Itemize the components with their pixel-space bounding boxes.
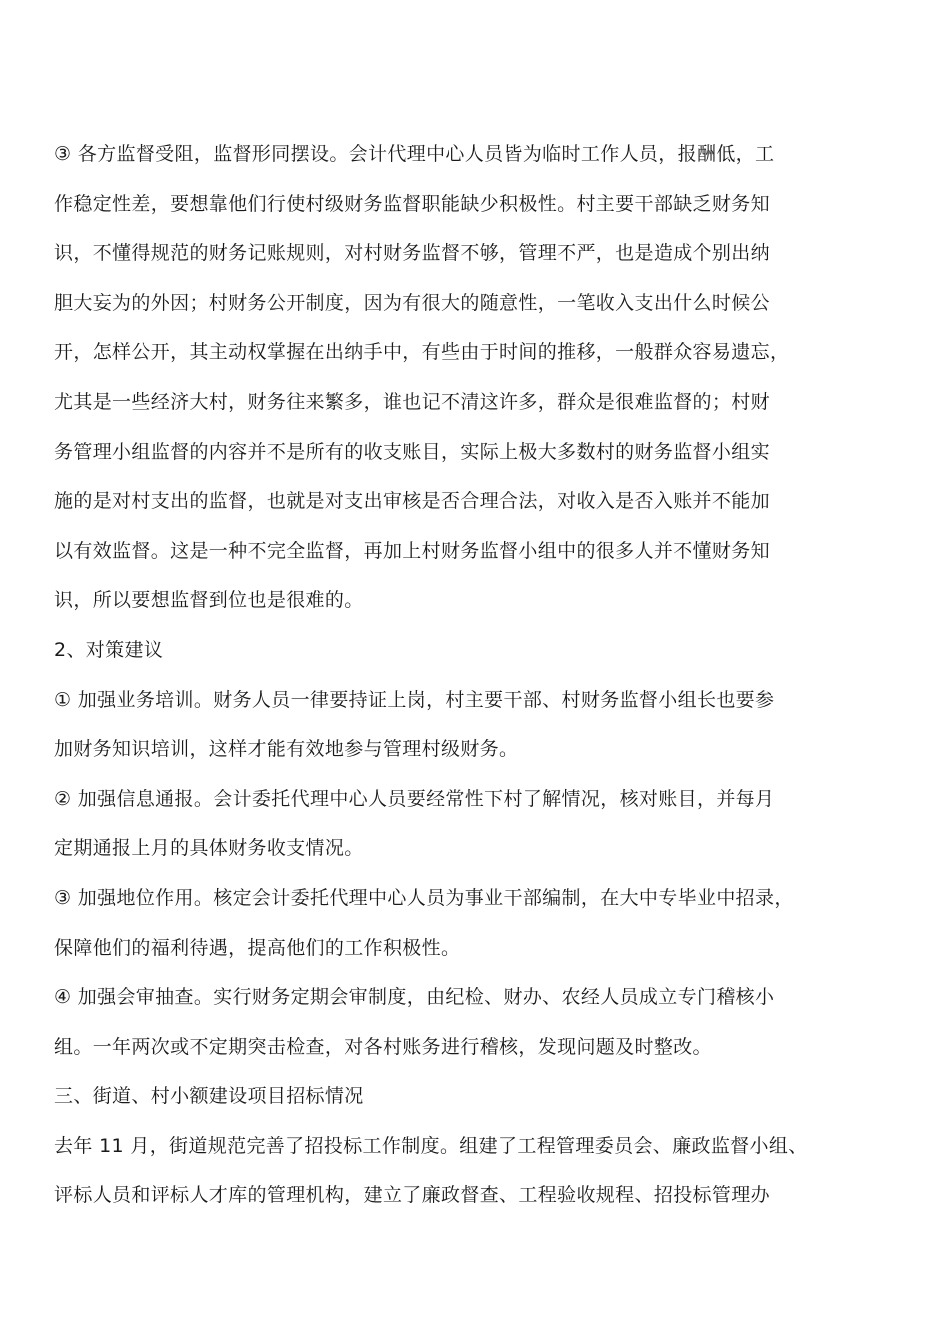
paragraph-line: ② 加强信息通报。会计委托代理中心人员要经常性下村了解情况，核对账目，并每月	[54, 787, 775, 810]
paragraph-line: 去年 11 月，街道规范完善了招投标工作制度。组建了工程管理委员会、廉政监督小组、	[54, 1134, 808, 1157]
paragraph-line: ① 加强业务培训。财务人员一律要持证上岗，村主要干部、村财务监督小组长也要参	[54, 688, 775, 711]
paragraph-line: 作稳定性差，要想靠他们行使村级财务监督职能缺少积极性。村主要干部缺乏财务知	[54, 192, 770, 215]
paragraph-line: ③ 各方监督受阻，监督形同摆设。会计代理中心人员皆为临时工作人员，报酬低，工	[54, 143, 775, 165]
paragraph-line: 识，所以要想监督到位也是很难的。	[54, 589, 364, 612]
paragraph-line: 以有效监督。这是一种不完全监督，再加上村财务监督小组中的很多人并不懂财务知	[54, 539, 770, 562]
section-heading: 三、街道、村小额建设项目招标情况	[54, 1085, 364, 1108]
section-heading: 2、对策建议	[54, 638, 164, 661]
paragraph-line: 尤其是一些经济大村，财务往来繁多，谁也记不清这许多，群众是很难监督的；村财	[54, 390, 770, 413]
document-body	[54, 130, 916, 1221]
paragraph-line: ③ 加强地位作用。核定会计委托代理中心人员为事业干部编制，在大中专毕业中招录，	[54, 886, 794, 909]
paragraph-line: 定期通报上月的具体财务收支情况。	[54, 837, 364, 860]
paragraph-line: 识，不懂得规范的财务记账规则，对村财务监督不够，管理不严，也是造成个别出纳	[54, 242, 770, 265]
paragraph-line: 加财务知识培训，这样才能有效地参与管理村级财务。	[54, 738, 519, 761]
paragraph-line: 保障他们的福利待遇，提高他们的工作积极性。	[54, 936, 461, 959]
paragraph-line: 组。一年两次或不定期突击检查，对各村账务进行稽核，发现问题及时整改。	[54, 1035, 712, 1058]
paragraph-line: 评标人员和评标人才库的管理机构，建立了廉政督查、工程验收规程、招投标管理办	[54, 1184, 770, 1207]
paragraph-line: 开，怎样公开，其主动权掌握在出纳手中，有些由于时间的推移，一般群众容易遗忘，	[54, 341, 790, 364]
paragraph-line: ④ 加强会审抽查。实行财务定期会审制度，由纪检、财办、农经人员成立专门稽核小	[54, 986, 775, 1009]
paragraph-line: 施的是对村支出的监督，也就是对支出审核是否合理合法，对收入是否入账并不能加	[54, 490, 770, 513]
paragraph-line: 胆大妄为的外因；村财务公开制度，因为有很大的随意性，一笔收入支出什么时候公	[54, 291, 770, 314]
paragraph-line: 务管理小组监督的内容并不是所有的收支账目，实际上极大多数村的财务监督小组实	[54, 440, 770, 463]
